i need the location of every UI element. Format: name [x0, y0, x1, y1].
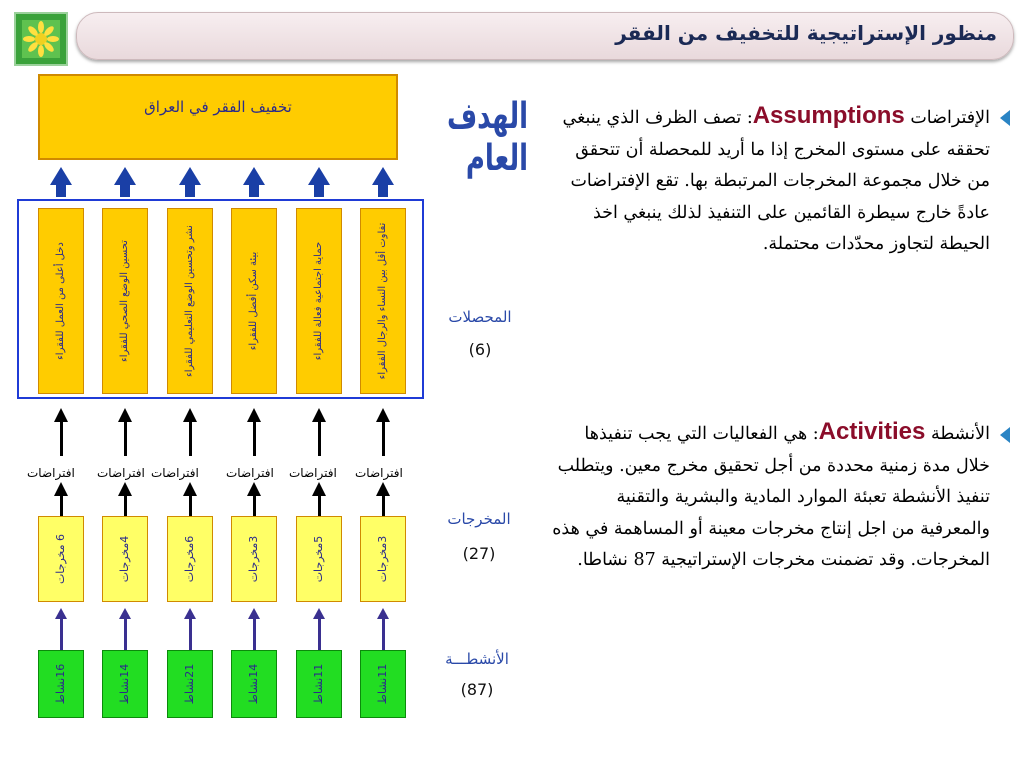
outcome-text: حماية اجتماعية فعالة للفقراء	[313, 241, 324, 361]
activity-text: 14نشاط	[247, 663, 260, 705]
activities-paragraph	[548, 416, 990, 577]
black-arrow-stem	[382, 494, 385, 516]
blue-arrow-head-icon	[179, 167, 201, 185]
output-box	[102, 516, 148, 602]
outcome-box	[102, 208, 148, 394]
assumption-label: افتراضات	[289, 466, 337, 480]
black-arrow-stem	[124, 494, 127, 516]
outcome-text: تفاوت أقل بين النساء والرجال الفقراء	[377, 222, 388, 380]
output-text: 3مخرجات	[376, 535, 389, 583]
output-text: 5مخرجات	[312, 535, 325, 583]
assumptions-term-en: Assumptions	[752, 102, 905, 129]
flower-icon	[22, 20, 60, 58]
blue-arrow-stem	[120, 185, 130, 197]
assumptions-paragraph	[548, 100, 990, 261]
black-arrow-stem	[60, 420, 63, 456]
activity-box	[296, 650, 342, 718]
blue-arrow-head-icon	[308, 167, 330, 185]
assumption-label: افتراضات	[27, 466, 75, 480]
black-arrow-stem	[382, 420, 385, 456]
outcome-box	[360, 208, 406, 394]
activity-text: 14نشاط	[118, 663, 131, 705]
activities-term-ar: الأنشطة	[930, 424, 990, 444]
purple-arrow-stem	[189, 618, 192, 650]
assumptions-term-ar: الإفتراضات	[910, 108, 990, 128]
activity-text: 21نشاط	[183, 663, 196, 705]
blue-arrow-stem	[249, 185, 259, 197]
blue-arrow-stem	[185, 185, 195, 197]
blue-arrow-head-icon	[50, 167, 72, 185]
activity-box	[360, 650, 406, 718]
goal-label: الهدف العام	[446, 96, 528, 180]
outcome-box	[167, 208, 213, 394]
purple-arrow-stem	[382, 618, 385, 650]
blue-arrow-stem	[56, 185, 66, 197]
black-arrow-stem	[253, 420, 256, 456]
logo	[14, 12, 68, 66]
outcome-box	[296, 208, 342, 394]
black-arrow-stem	[189, 420, 192, 456]
outcome-text: نشر وتحسين الوضع التعليمي للفقراء	[184, 225, 195, 377]
purple-arrow-stem	[253, 618, 256, 650]
blue-arrow-head-icon	[372, 167, 394, 185]
outcomes-label: المحصلات	[448, 308, 512, 326]
outcome-text: دخل أعلى من العمل للفقراء	[55, 242, 66, 360]
blue-arrow-head-icon	[243, 167, 265, 185]
goal-box	[38, 74, 398, 160]
black-arrow-stem	[318, 420, 321, 456]
outcome-box	[38, 208, 84, 394]
output-text: 6مخرجات	[183, 535, 196, 583]
assumptions-body: : تصف الظرف الذي ينبغي تحققه على مستوى المخرج إذا ما أريد للمحصلة أن تتحقق من خلال مجموعة المخرجات المرتبطة بها. تقع الإفتراضات عادةً خارج سيطرة القائمين على التنفيذ لذلك ينبغي اخذ الحيطة لتجاوز محدّدات محتملة.	[562, 108, 990, 254]
output-box	[360, 516, 406, 602]
black-arrow-stem	[60, 494, 63, 516]
black-arrow-stem	[318, 494, 321, 516]
activity-text: 16نشاط	[54, 663, 67, 705]
purple-arrow-stem	[318, 618, 321, 650]
assumption-label: افتراضات	[97, 466, 145, 480]
activity-box	[38, 650, 84, 718]
activities-label: الأنشطـــة	[445, 650, 509, 668]
black-arrow-stem	[189, 494, 192, 516]
black-arrow-stem	[253, 494, 256, 516]
title-bar	[76, 12, 1014, 60]
output-box	[231, 516, 277, 602]
bullet-icon	[1000, 110, 1010, 126]
black-arrow-stem	[124, 420, 127, 456]
activity-text: 11نشاط	[312, 663, 325, 705]
assumption-label: افتراضات	[355, 466, 403, 480]
blue-arrow-stem	[314, 185, 324, 197]
activity-box	[102, 650, 148, 718]
outcomes-count: (6)	[468, 340, 492, 359]
blue-arrow-head-icon	[114, 167, 136, 185]
outcome-box	[231, 208, 277, 394]
goal-text: تخفيف الفقر في العراق	[144, 98, 292, 116]
output-box	[38, 516, 84, 602]
activity-box	[231, 650, 277, 718]
outputs-count: (27)	[462, 544, 496, 563]
activities-term-en: Activities	[818, 418, 926, 445]
outcome-text: بيئة سكن أفضل للفقراء	[248, 251, 259, 351]
assumption-label: افتراضات	[151, 466, 199, 480]
activities-count: (87)	[460, 680, 494, 699]
outcome-text: تحسين الوضع الصحي للفقراء	[119, 240, 130, 362]
activities-body: : هي الفعاليات التي يجب تنفيذها خلال مدة زمنية محددة من أجل تحقيق مخرج معين. ويتطلب تنفيذ الأنشطة تعبئة الموارد المادية والبشرية والتقنية والمعرفية من اجل إنتاج مخرجات معينة أو المساهمة في هذه المخرجات. وقد تضمنت مخرجات الإستراتيجية 87 نشاطا.	[552, 424, 990, 570]
output-box	[296, 516, 342, 602]
purple-arrow-stem	[124, 618, 127, 650]
activity-text: 11نشاط	[376, 663, 389, 705]
output-text: 6 مخرجات	[54, 533, 67, 585]
output-text: 3مخرجات	[247, 535, 260, 583]
outputs-label: المخرجات	[447, 510, 511, 528]
bullet-icon	[1000, 427, 1010, 443]
blue-arrow-stem	[378, 185, 388, 197]
page-title: منظور الإستراتيجية للتخفيف من الفقر	[615, 21, 997, 45]
output-box	[167, 516, 213, 602]
assumption-label: افتراضات	[226, 466, 274, 480]
purple-arrow-stem	[60, 618, 63, 650]
output-text: 4مخرجات	[118, 535, 131, 583]
activity-box	[167, 650, 213, 718]
